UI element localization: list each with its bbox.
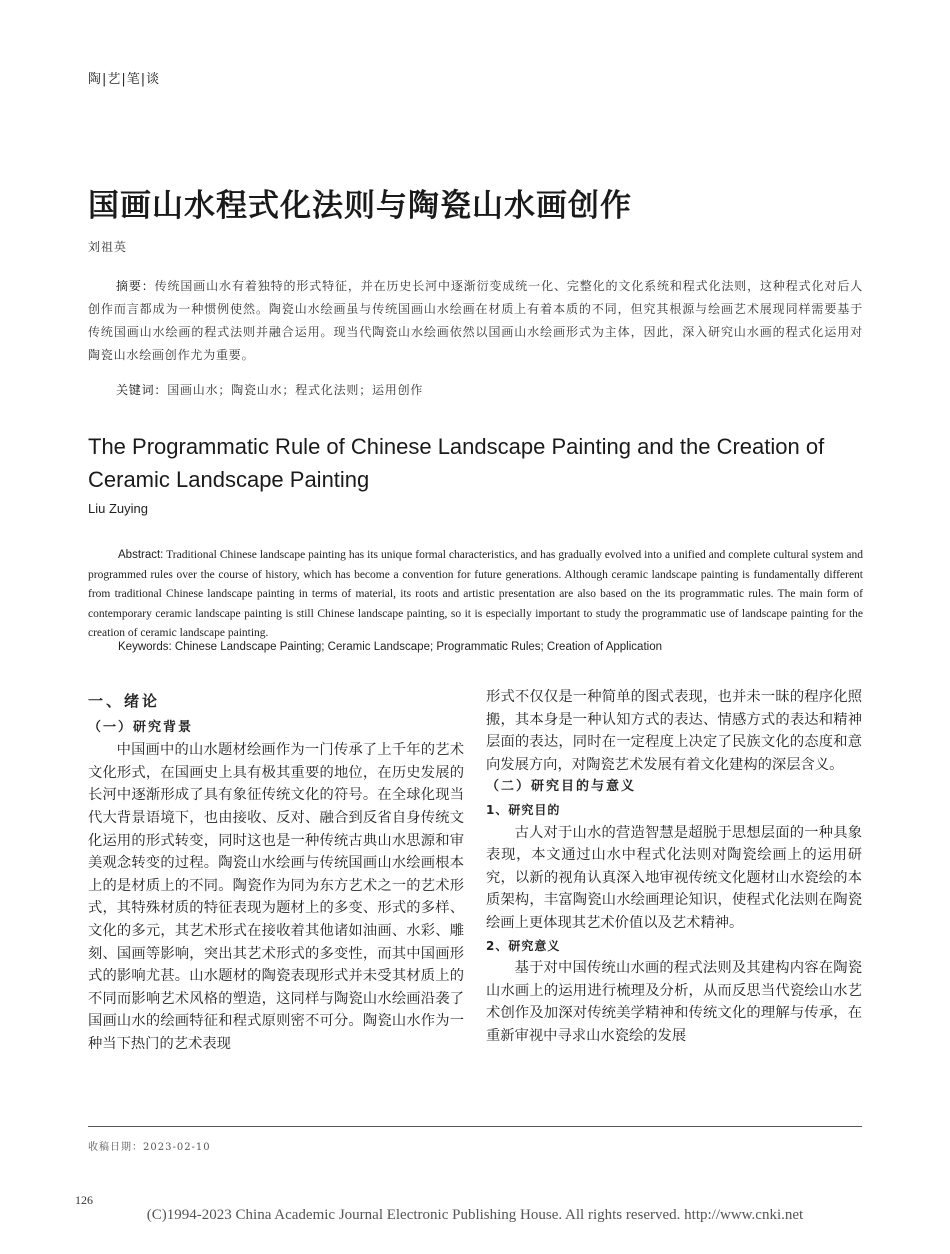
body-column-left xyxy=(88,686,464,1056)
footnote-divider xyxy=(88,1126,862,1127)
body-paragraph: 基于对中国传统山水画的程式法则及其建构内容在陶瓷山水画上的运用进行梳理及分析，从而反思当代瓷绘山水艺术创作及加深对传统美学精神和传统文化的理解与传承，在重新审视中寻求山水瓷绘的发展 xyxy=(486,960,862,1044)
article-title-en: The Programmatic Rule of Chinese Landscape Painting and the Creation of Ceramic Landscape Painting xyxy=(88,434,825,492)
keywords-cn-label: 关键词： xyxy=(116,383,168,397)
article-title-cn: 国画山水程式化法则与陶瓷山水画创作 xyxy=(88,188,632,224)
author-en: Liu Zuying xyxy=(88,501,148,516)
section-tag: 陶|艺|笔|谈 xyxy=(88,72,161,87)
item-heading-purpose: 1、研究目的 xyxy=(486,802,561,817)
section-heading-introduction: 一、绪论 xyxy=(88,692,161,710)
abstract-cn-text: 传统国画山水有着独特的形式特征，并在历史长河中逐渐衍变成统一化、完整化的文化系统和程式化法则，这种程式化对后人创作而言都成为一种惯例使然。陶瓷山水绘画虽与传统国画山水绘画在材质上有着本质的不同，但究其根源与绘画艺术展现同样需要基于传统国画山水绘画的程式法则并融合运用。现当代陶瓷山水绘画依然以国画山水绘画形式为主体，因此，深入研究山水画的程式化运用对陶瓷山水绘画创作尤为重要。 xyxy=(88,279,863,362)
abstract-en-label: Abstract: xyxy=(118,549,164,561)
body-paragraph-continued: 形式不仅仅是一种简单的图式表现，也并未一昧的程序化照搬，其本身是一种认知方式的表达、情感方式的表达和精神层面的表达，同时在一定程度上决定了民族文化的态度和意向发展方向，对陶瓷艺术发展有着文化建构的深层含义。 xyxy=(486,689,862,773)
copyright-footer: (C)1994-2023 China Academic Journal Electronic Publishing House. All rights reserved. http://www.cnki.net xyxy=(146,1207,804,1223)
keywords-en xyxy=(118,641,662,653)
abstract-en xyxy=(88,546,863,644)
keywords-en-label: Keywords: xyxy=(118,641,172,653)
abstract-en-text: Traditional Chinese landscape painting has its unique formal characteristics, and has gradually evolved into a unified and complete cultural system and programmed rules over the course of history, which has become a convention for future generations. Although ceramic landscape painting is fundamentally different from traditional Chinese landscape painting in terms of material, its roots and artistic presentation are also based on the its programmatic rules. The main form of contemporary ceramic landscape painting is still Chinese landscape painting, so it is especially important to study the programmatic use of landscape painting for the creation of ceramic landscape painting. xyxy=(88,549,863,639)
abstract-cn xyxy=(88,275,863,367)
author-cn: 刘祖英 xyxy=(88,240,128,254)
received-date: 收稿日期：2023-02-10 xyxy=(88,1142,211,1153)
subsection-heading-background: （一）研究背景 xyxy=(88,719,194,735)
keywords-cn-text: 国画山水；陶瓷山水；程式化法则；运用创作 xyxy=(167,383,424,397)
body-paragraph: 古人对于山水的营造智慧是超脱于思想层面的一种具象表现，本文通过山水中程式化法则对陶瓷绘画上的运用研究，以新的视角认真深入地审视传统文化题材山水瓷绘的本质架构，丰富陶瓷山水绘画理论知识，使程式化法则在陶瓷绘画上更体现其艺术价值以及艺术精神。 xyxy=(486,824,862,931)
page-number: 126 xyxy=(75,1193,93,1207)
body-column-right xyxy=(486,686,862,1048)
keywords-cn xyxy=(116,381,423,398)
item-heading-significance: 2、研究意义 xyxy=(486,938,561,953)
body-paragraph: 中国画中的山水题材绘画作为一门传承了上千年的艺术文化形式，在国画史上具有极其重要的地位，在历史发展的长河中逐渐形成了具有象征传统文化的符号。在全球化现当代大背景语境下，也由接收、反对、融合到反省自身传统文化运用的形式转变，同时这也是一种传统古典山水思源和审美观念转变的过程。陶瓷山水绘画与传统国画山水绘画根本上的是材质上的不同。陶瓷作为同为东方艺术之一的艺术形式，其特殊材质的特征表现为题材上的多变、形式的多样、文化的多元，其艺术形式在接收着其他诸如油画、水彩、雕刻、国画等影响，突出其艺术形式的多变性，而其中国画形式的影响尤甚。山水题材的陶瓷表现形式并未受其材质上的不同而影响艺术风格的塑造，这同样与陶瓷山水绘画沿袭了国画山水的绘画特征和程式原则密不可分。陶瓷山水作为一种当下热门的艺术表现 xyxy=(88,742,464,1052)
keywords-en-text: Chinese Landscape Painting; Ceramic Landscape; Programmatic Rules; Creation of Application xyxy=(171,641,662,653)
subsection-heading-purpose: （二）研究目的与意义 xyxy=(486,779,637,795)
abstract-cn-label: 摘要： xyxy=(116,279,155,293)
